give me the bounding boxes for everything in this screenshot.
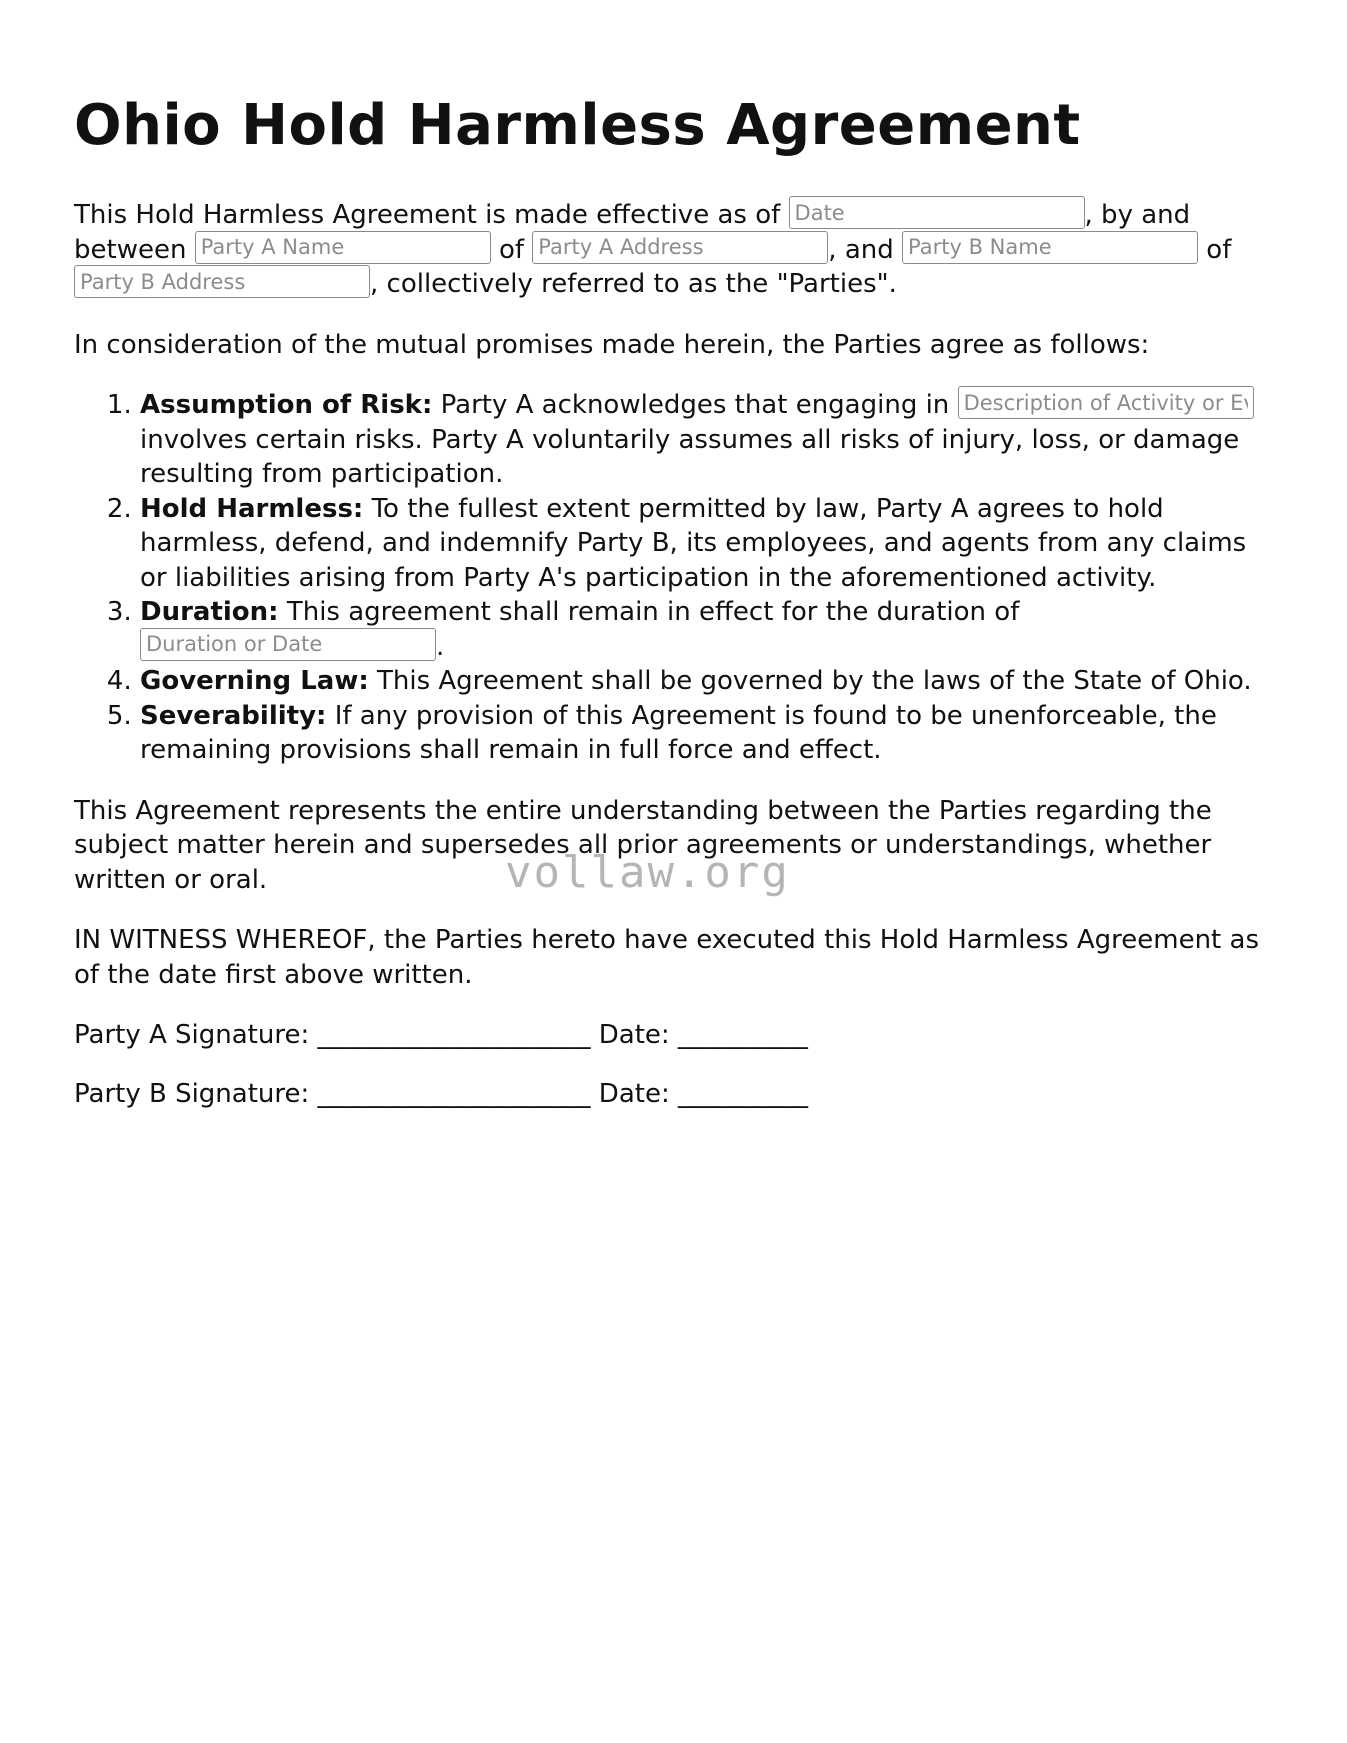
- activity-description-field[interactable]: [958, 386, 1254, 419]
- intro-text: , and: [828, 234, 903, 265]
- intro-text: , by and between: [74, 200, 1191, 265]
- party-a-name-field[interactable]: [195, 231, 491, 264]
- party-b-address-field[interactable]: [74, 265, 370, 298]
- party-a-address-field[interactable]: [532, 231, 828, 264]
- clause-title: Assumption of Risk:: [140, 390, 433, 420]
- intro-text: , collectively referred to as the "Parties".: [370, 269, 897, 299]
- clause-text: involves certain risks. Party A voluntarily assumes all risks of injury, loss, or damage resulting from participation.: [140, 424, 1240, 489]
- clause-text: To the fullest extent permitted by law, Party A agrees to hold harmless, defend, and indemnify Party B, its employees, and agents from any claims or liabilities arising from Party A's participation in the aforementioned activity.: [140, 493, 1247, 593]
- duration-field[interactable]: [140, 628, 436, 661]
- entire-agreement-paragraph: This Agreement represents the entire understanding between the Parties regarding the subject matter herein and supersedes all prior agreements or understandings, whether written or oral.: [74, 795, 1212, 895]
- watermark: vollaw.org: [505, 847, 790, 898]
- clause-governing-law: [140, 664, 1274, 699]
- clause-title: Severability:: [140, 700, 327, 731]
- intro-paragraph: [74, 198, 1274, 302]
- clause-title: Duration:: [140, 597, 279, 627]
- page-title: Ohio Hold Harmless Agreement: [74, 93, 1081, 158]
- clause-text: This agreement shall remain in effect for the duration of: [278, 597, 1020, 627]
- clause-assumption-of-risk: [140, 388, 1274, 492]
- party-b-signature-line: Party B Signature: _____________________ Date: __________: [74, 1078, 808, 1109]
- party-b-name-field[interactable]: [902, 231, 1198, 264]
- clause-title: Governing Law:: [140, 666, 369, 696]
- date-field[interactable]: [789, 196, 1085, 229]
- clause-duration: [140, 595, 1274, 664]
- clause-text: If any provision of this Agreement is found to be unenforceable, the remaining provisions shall remain in full force and effect.: [140, 700, 1217, 765]
- clause-severability: [140, 699, 1274, 768]
- agreement-document: [74, 88, 1274, 1135]
- intro-text: This Hold Harmless Agreement is made effective as of: [74, 200, 789, 230]
- clause-text: This Agreement shall be governed by the laws of the State of Ohio.: [368, 666, 1252, 696]
- party-a-signature-line: Party A Signature: _____________________ Date: __________: [74, 1020, 808, 1050]
- clause-title: Hold Harmless:: [140, 493, 364, 524]
- clause-hold-harmless: [140, 492, 1274, 596]
- consideration-paragraph: In consideration of the mutual promises made herein, the Parties agree as follows:: [74, 329, 1150, 360]
- clause-text: .: [436, 631, 445, 662]
- clause-text: Party A acknowledges that engaging in: [432, 390, 958, 420]
- witness-paragraph: IN WITNESS WHEREOF, the Parties hereto have executed this Hold Harmless Agreement as of the date first above written.: [74, 925, 1259, 990]
- clause-list: [74, 388, 1274, 768]
- intro-text: of: [490, 234, 533, 265]
- intro-text: of: [1198, 234, 1232, 265]
